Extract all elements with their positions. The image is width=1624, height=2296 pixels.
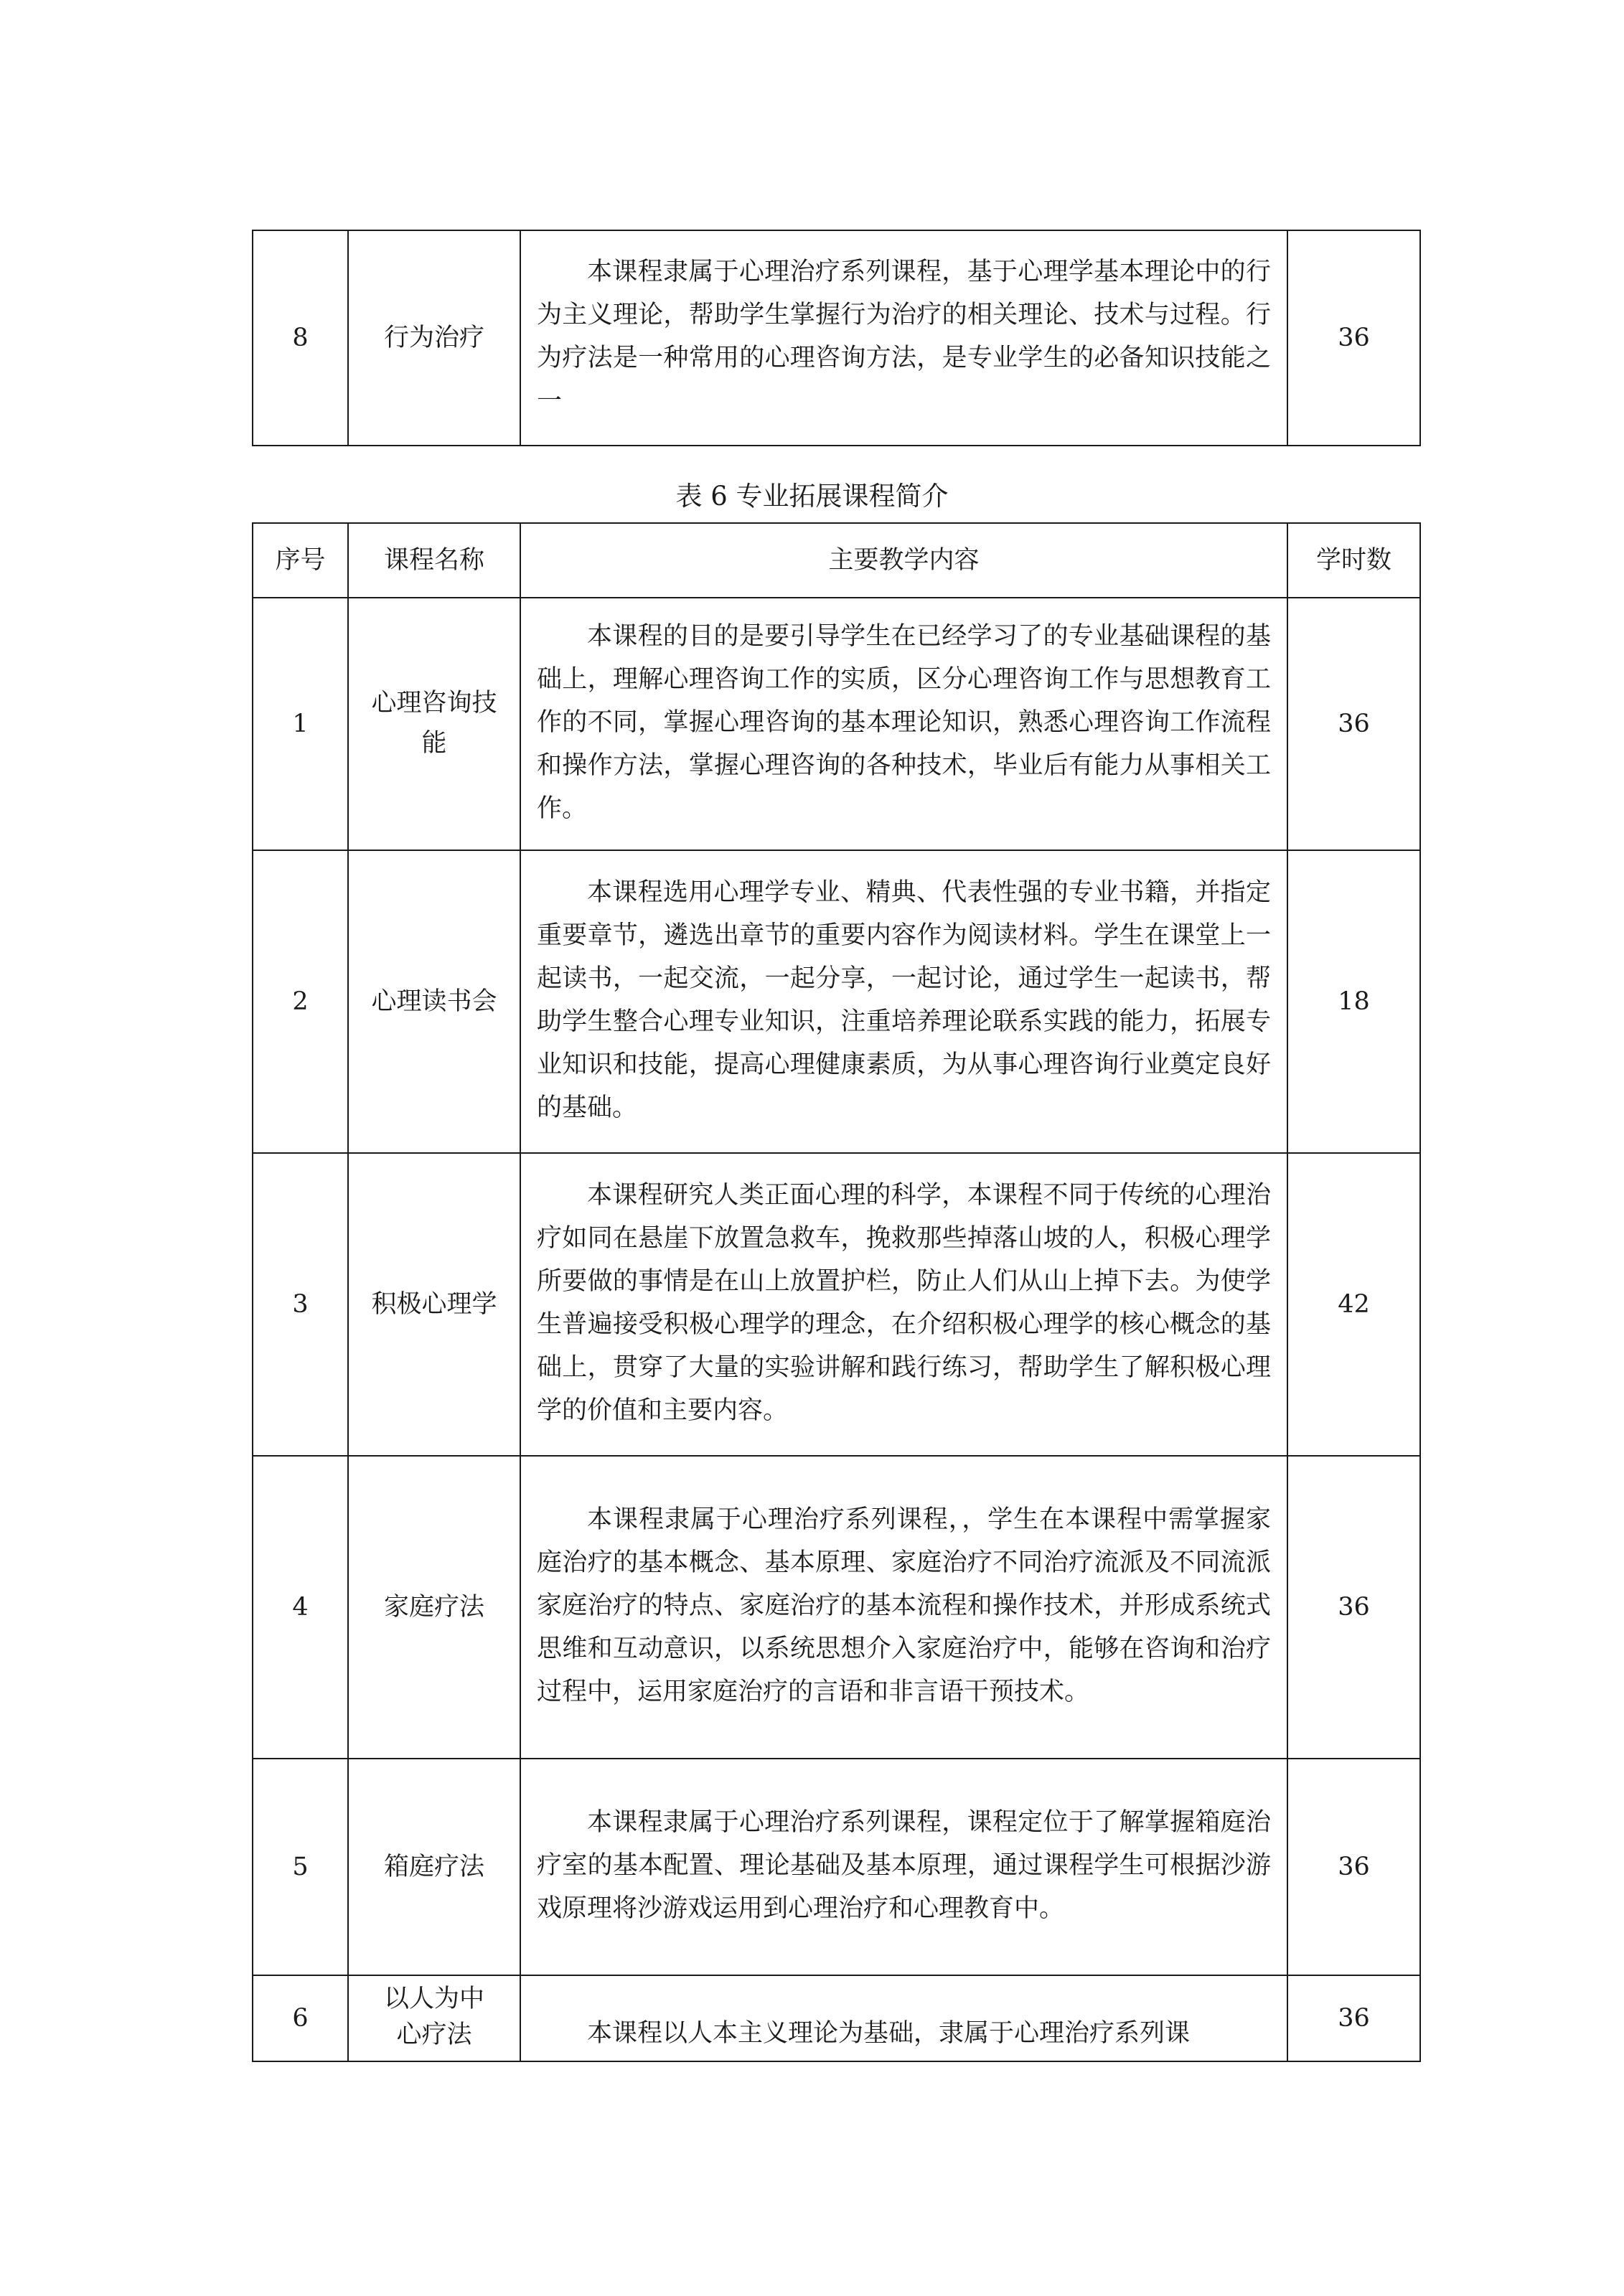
course-content [520,1456,1287,1759]
course-content [520,1759,1287,1975]
previous-course-table [252,230,1421,446]
table-header-row [253,523,1420,598]
course-content [520,598,1287,850]
course-name-text: 心理咨询技能 [371,689,497,758]
header-content: 主要教学内容 [520,523,1287,598]
course-hours: 36 [1287,1975,1420,2061]
course-content-text: 本课程隶属于心理治疗系列课程，，学生在本课程中需掌握家庭治疗的基本概念、基本原理、家庭治疗不同治疗流派及不同流派家庭治疗的特点、家庭治疗的基本流程和操作技术，并形成系统式思维和互动意识，以系统思想介入家庭治疗中，能够在咨询和治疗过程中，运用家庭治疗的言语和非言语干预技术。 [537,1505,1271,1706]
course-hours: 42 [1287,1153,1420,1456]
course-content-text: 本课程隶属于心理治疗系列课程，基于心理学基本理论中的行为主义理论，帮助学生掌握行为治疗的相关理论、技术与过程。行为疗法是一种常用的心理咨询方法，是专业学生的必备知识技能之一 [537,258,1271,415]
extension-course-table [252,522,1421,2062]
table-row [253,1456,1420,1759]
table-caption: 表 6 专业拓展课程简介 [675,481,949,512]
course-name [348,230,520,446]
course-content-text: 本课程隶属于心理治疗系列课程，课程定位于了解掌握箱庭治疗室的基本配置、理论基础及基本原理，通过课程学生可根据沙游戏原理将沙游戏运用到心理治疗和心理教育中。 [537,1808,1271,1923]
course-name-text: 积极心理学 [371,1290,497,1319]
course-content-text: 本课程的目的是要引导学生在已经学习了的专业基础课程的基础上，理解心理咨询工作的实质，区分心理咨询工作与思想教育工作的不同，掌握心理咨询的基本理论知识，熟悉心理咨询工作流程和操作方法，掌握心理咨询的各种技术，毕业后有能力从事相关工作。 [537,622,1271,823]
table-row [253,850,1420,1153]
course-name-text: 行为治疗 [383,324,484,352]
course-name [348,1456,520,1759]
course-content-text: 本课程研究人类正面心理的科学，本课程不同于传统的心理治疗如同在悬崖下放置急救车，挽救那些掉落山坡的人，积极心理学所要做的事情是在山上放置护栏，防止人们从山上掉下去。为使学生普遍接受积极心理学的理念，在介绍积极心理学的核心概念的基础上，贯穿了大量的实验讲解和践行练习，帮助学生了解积极心理学的价值和主要内容。 [537,1181,1271,1425]
header-course-name: 课程名称 [348,523,520,598]
course-name [348,1975,520,2061]
course-content-text: 本课程选用心理学专业、精典、代表性强的专业书籍，并指定重要章节，遴选出章节的重要内容作为阅读材料。学生在课堂上一起读书，一起交流，一起分享，一起讨论，通过学生一起读书，帮助学生整合心理专业知识，注重培养理论联系实践的能力，拓展专业知识和技能，提高心理健康素质，为从事心理咨询行业奠定良好的基础。 [537,878,1271,1122]
course-content [520,850,1287,1153]
course-hours: 36 [1287,230,1420,446]
table-row [253,598,1420,850]
course-hours: 18 [1287,850,1420,1153]
table-row [253,1975,1420,2061]
row-number: 6 [253,1975,348,2061]
course-content [520,1153,1287,1456]
course-name-text: 箱庭疗法 [383,1853,484,1881]
row-number: 5 [253,1759,348,1975]
course-content-text: 本课程以人本主义理论为基础，隶属于心理治疗系列课 [587,2019,1191,2048]
course-name [348,1153,520,1456]
course-name-text: 以人为中心疗法 [383,1984,484,2049]
course-name [348,850,520,1153]
course-hours: 36 [1287,1759,1420,1975]
table-row [253,230,1420,446]
table-row [253,1759,1420,1975]
course-content [520,230,1287,446]
header-number: 序号 [253,523,348,598]
course-name [348,1759,520,1975]
row-number: 4 [253,1456,348,1759]
course-name [348,598,520,850]
course-name-text: 心理读书会 [371,987,497,1016]
row-number: 1 [253,598,348,850]
row-number: 3 [253,1153,348,1456]
table-row [253,1153,1420,1456]
course-hours: 36 [1287,1456,1420,1759]
course-name-text: 家庭疗法 [383,1593,484,1622]
header-hours: 学时数 [1287,523,1420,598]
row-number: 8 [253,230,348,446]
course-content [520,1975,1287,2061]
row-number: 2 [253,850,348,1153]
course-hours: 36 [1287,598,1420,850]
